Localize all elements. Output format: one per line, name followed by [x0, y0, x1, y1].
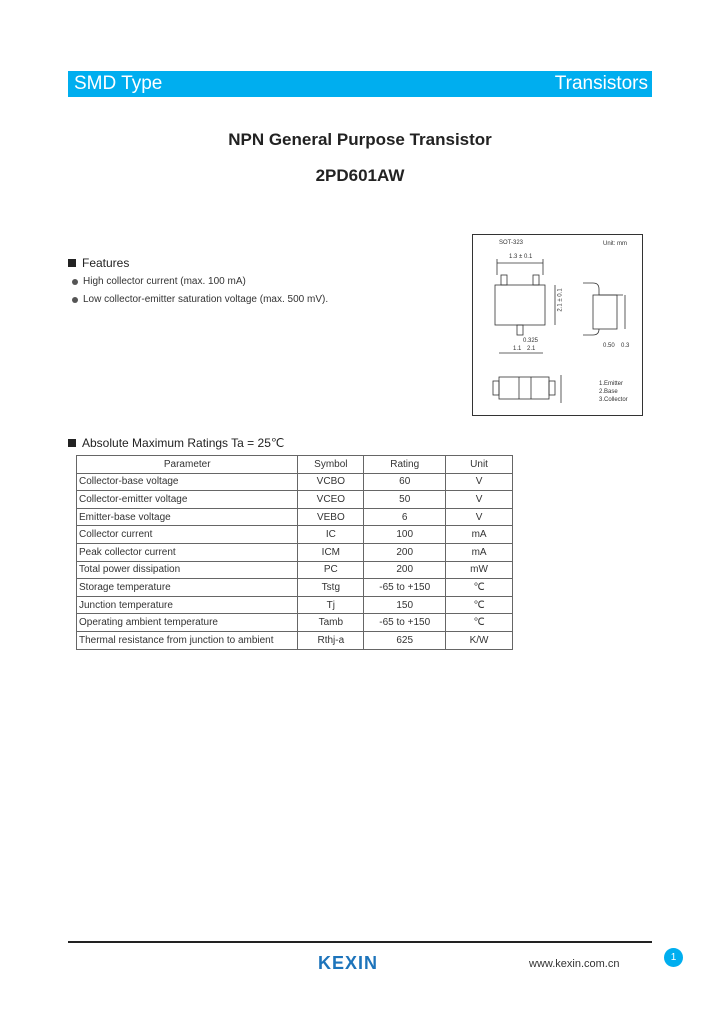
table-row	[77, 596, 513, 614]
column-header: Symbol	[298, 456, 364, 474]
round-bullet-icon	[72, 279, 78, 285]
table-row	[77, 631, 513, 649]
parameter-cell: Collector current	[77, 526, 298, 544]
parameter-cell: Junction temperature	[77, 596, 298, 614]
header-category: SMD Type	[74, 73, 163, 94]
page-number-badge: 1	[664, 948, 683, 967]
unit-cell: ℃	[446, 596, 513, 614]
feature-item	[72, 276, 246, 287]
ratings-heading	[68, 436, 284, 450]
table-row	[77, 491, 513, 509]
column-header: Parameter	[77, 456, 298, 474]
part-number: 2PD601AW	[315, 166, 405, 185]
parameter-cell: Total power dissipation	[77, 561, 298, 579]
website-url[interactable]: www.kexin.com.cn	[529, 958, 620, 970]
table-row	[77, 579, 513, 597]
table-header-row	[77, 456, 513, 474]
symbol-cell: IC	[298, 526, 364, 544]
parameter-cell: Emitter-base voltage	[77, 508, 298, 526]
feature-text: High collector current (max. 100 mA)	[83, 276, 246, 287]
unit-cell: ℃	[446, 579, 513, 597]
symbol-cell: VEBO	[298, 508, 364, 526]
square-bullet-icon	[68, 259, 76, 267]
parameter-cell: Storage temperature	[77, 579, 298, 597]
table-row	[77, 561, 513, 579]
column-header: Rating	[364, 456, 446, 474]
rating-cell: 50	[364, 491, 446, 509]
rating-cell: 200	[364, 543, 446, 561]
pin-label: 1.Emitter	[599, 381, 624, 387]
package-unit: Unit: mm	[603, 241, 627, 247]
header-bar	[68, 71, 652, 97]
unit-cell: ℃	[446, 614, 513, 632]
table-row	[77, 508, 513, 526]
symbol-cell: Tamb	[298, 614, 364, 632]
pin-label: 3.Collector	[599, 397, 628, 403]
rating-cell: 60	[364, 473, 446, 491]
symbol-cell: Tstg	[298, 579, 364, 597]
feature-item	[72, 294, 328, 305]
feature-text: Low collector-emitter saturation voltage (max. 500 mV).	[83, 294, 329, 305]
unit-cell: mW	[446, 561, 513, 579]
ratings-heading-label: Absolute Maximum Ratings Ta = 25℃	[82, 436, 285, 450]
table-row	[77, 614, 513, 632]
parameter-cell: Collector-emitter voltage	[77, 491, 298, 509]
symbol-cell: Rthj-a	[298, 631, 364, 649]
dimension-label: 2.1 ± 0.1	[557, 288, 564, 312]
parameter-cell: Thermal resistance from junction to ambient	[77, 631, 298, 649]
pin-label: 2.Base	[599, 389, 618, 395]
symbol-cell: PC	[298, 561, 364, 579]
features-heading-label: Features	[82, 256, 130, 270]
symbol-cell: VCBO	[298, 473, 364, 491]
document-title: NPN General Purpose Transistor	[228, 130, 492, 149]
features-heading	[68, 256, 129, 270]
unit-cell: mA	[446, 543, 513, 561]
dimension-label: 2.1	[527, 346, 536, 352]
unit-cell: K/W	[446, 631, 513, 649]
unit-cell: mA	[446, 526, 513, 544]
symbol-cell: ICM	[298, 543, 364, 561]
square-bullet-icon	[68, 439, 76, 447]
parameter-cell: Peak collector current	[77, 543, 298, 561]
table-row	[77, 543, 513, 561]
dimension-label: 0.3	[621, 343, 630, 349]
parameter-cell: Collector-base voltage	[77, 473, 298, 491]
table-row	[77, 473, 513, 491]
column-header: Unit	[446, 456, 513, 474]
rating-cell: -65 to +150	[364, 614, 446, 632]
unit-cell: V	[446, 491, 513, 509]
header-product-type: Transistors	[554, 73, 648, 94]
rating-cell: 150	[364, 596, 446, 614]
package-outline-drawing	[472, 234, 643, 416]
unit-cell: V	[446, 508, 513, 526]
round-bullet-icon	[72, 297, 78, 303]
absolute-maximum-ratings-table	[76, 455, 513, 650]
symbol-cell: Tj	[298, 596, 364, 614]
rating-cell: 625	[364, 631, 446, 649]
dimension-label: 1.1	[513, 346, 522, 352]
symbol-cell: VCEO	[298, 491, 364, 509]
unit-cell: V	[446, 473, 513, 491]
dimension-label: 1.3 ± 0.1	[509, 254, 533, 260]
package-line-art	[473, 235, 644, 417]
footer-divider	[68, 941, 652, 943]
rating-cell: 100	[364, 526, 446, 544]
rating-cell: 200	[364, 561, 446, 579]
package-name: SOT-323	[499, 240, 524, 246]
dimension-label: 0.50	[603, 343, 615, 349]
kexin-logo: KEXIN	[318, 953, 379, 973]
dimension-label: 0.325	[523, 338, 539, 344]
rating-cell: -65 to +150	[364, 579, 446, 597]
table-row	[77, 526, 513, 544]
rating-cell: 6	[364, 508, 446, 526]
parameter-cell: Operating ambient temperature	[77, 614, 298, 632]
